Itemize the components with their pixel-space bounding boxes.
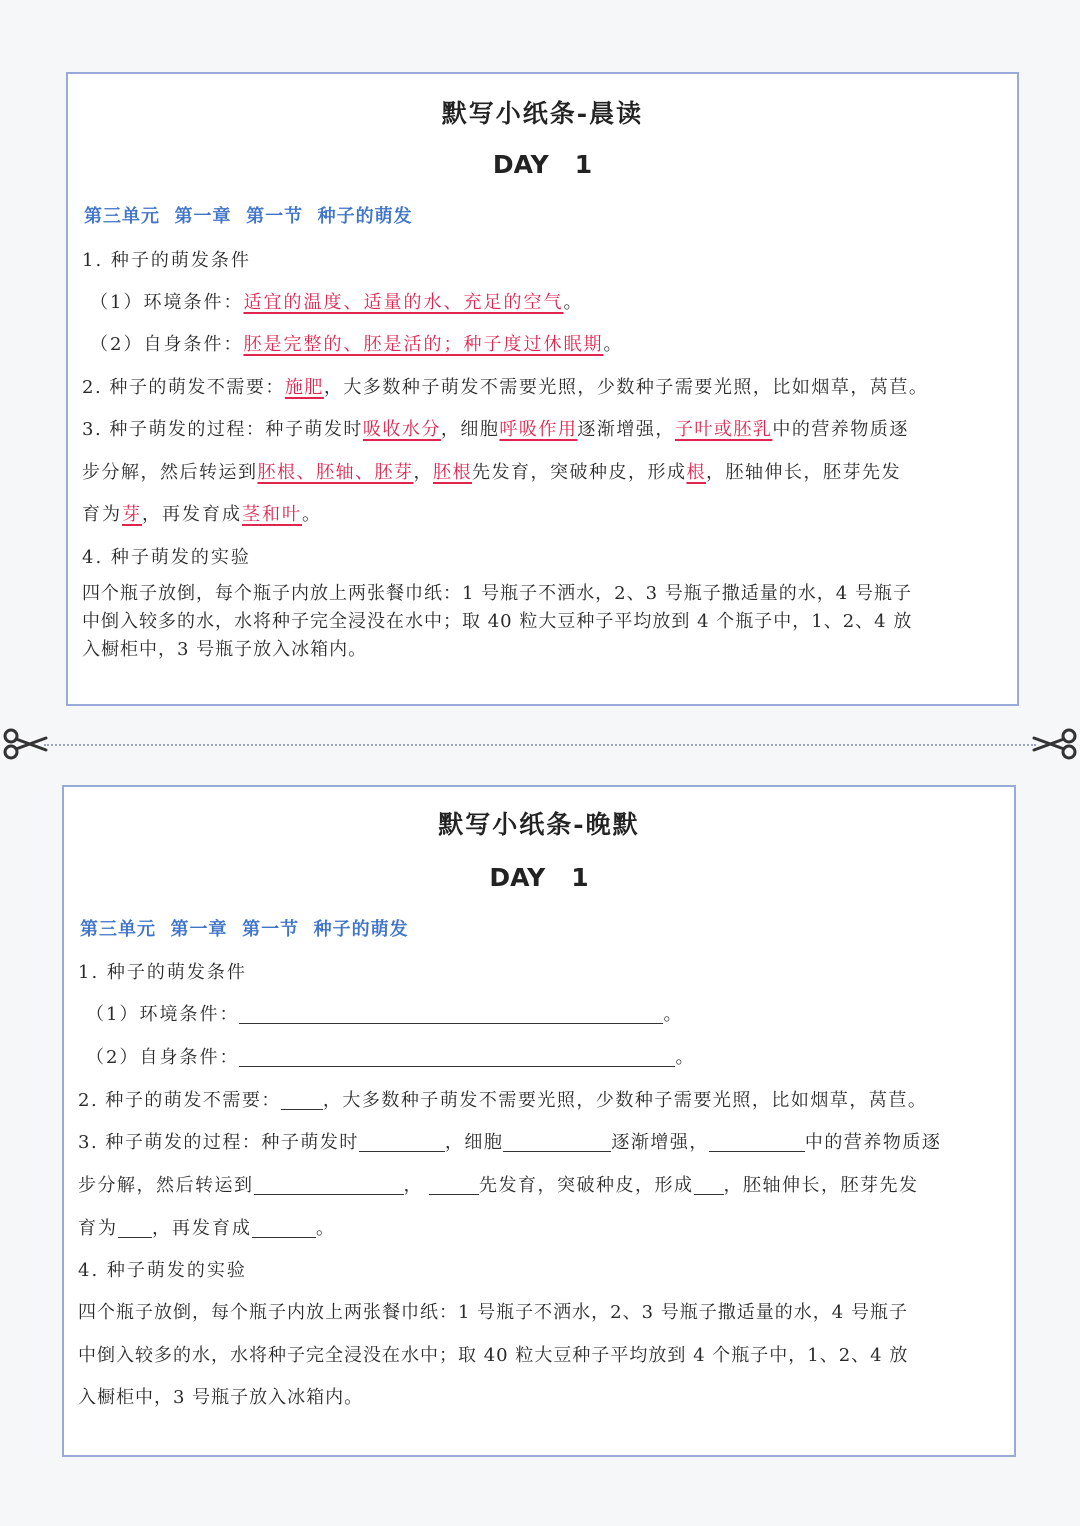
morning-q3-line2	[82, 458, 901, 484]
q3-text: 育为	[78, 1218, 118, 1239]
morning-q3-line1	[82, 415, 909, 441]
q2-answer: 施肥	[284, 377, 324, 398]
q1a-blank[interactable]	[239, 1022, 663, 1024]
q2-rest: ，大多数种子萌发不需要光照，少数种子需要光照，比如烟草，莴苣。	[322, 1090, 928, 1111]
q1a-answer: 适宜的温度、适量的水、充足的空气	[243, 292, 564, 313]
morning-q4-line1: 四个瓶子放倒，每个瓶子内放上两张餐巾纸：1 号瓶子不洒水，2、3 号瓶子撒适量的水，4 号瓶子	[82, 583, 912, 604]
evening-q3-line2	[78, 1171, 919, 1197]
q1a-end: 。	[563, 292, 584, 313]
evening-q4-line2: 中倒入较多的水，水将种子完全浸没在水中；取 40 粒大豆种子平均放到 4 个瓶子中，1、2、4 放	[78, 1345, 909, 1366]
morning-day	[68, 150, 1017, 179]
q3-text: 3. 种子萌发的过程：种子萌发时	[82, 419, 363, 440]
evening-chapter: 第三单元 第一章 第一节 种子的萌发	[80, 919, 409, 940]
evening-day-number: 1	[571, 863, 589, 892]
evening-day	[64, 863, 1014, 892]
evening-q2	[78, 1086, 927, 1112]
evening-card	[62, 785, 1016, 1457]
q3-text: 。	[302, 504, 322, 525]
q1b-prefix: （2）自身条件：	[86, 1047, 240, 1068]
evening-q4-line1: 四个瓶子放倒，每个瓶子内放上两张餐巾纸：1 号瓶子不洒水，2、3 号瓶子撒适量的水，4 号瓶子	[78, 1302, 908, 1323]
q3-blank-3[interactable]	[709, 1150, 805, 1152]
q3-text: ，	[403, 1175, 423, 1196]
q3-answer-2: 呼吸作用	[499, 419, 578, 440]
q3-text: 育为	[82, 504, 122, 525]
evening-title: 默写小纸条-晚默	[438, 810, 640, 839]
q3-text: 中的营养物质逐	[804, 1132, 942, 1153]
q3-text: ，再发育成	[142, 504, 242, 525]
q3-text: ，再发育成	[152, 1218, 252, 1239]
evening-q3-line3	[78, 1214, 336, 1240]
q1b-end: 。	[675, 1047, 696, 1068]
q1a-prefix: （1）环境条件：	[86, 1004, 240, 1025]
q3-text: 步分解，然后转运到	[78, 1175, 254, 1196]
q3-text: 先发育，突破种皮，形成	[472, 462, 687, 483]
q3-blank-6[interactable]	[694, 1193, 724, 1195]
morning-q4-heading: 4. 种子萌发的实验	[82, 547, 251, 568]
q3-text: 逐渐增强，	[611, 1132, 709, 1153]
scissors-right-icon	[1030, 726, 1078, 762]
q3-text: ，胚轴伸长，胚芽先发	[723, 1175, 919, 1196]
q3-text: 中的营养物质逐	[772, 419, 909, 440]
q3-blank-1[interactable]	[359, 1150, 445, 1152]
q2-prefix: 2. 种子的萌发不需要：	[82, 377, 285, 398]
morning-title: 默写小纸条-晨读	[441, 99, 644, 128]
q3-answer-7: 芽	[122, 504, 142, 525]
q2-prefix: 2. 种子的萌发不需要：	[78, 1090, 281, 1111]
q3-text: ，细胞	[440, 419, 500, 440]
q3-text: ，	[413, 462, 433, 483]
q3-blank-2[interactable]	[503, 1150, 611, 1152]
morning-q4-line3: 入橱柜中，3 号瓶子放入冰箱内。	[82, 639, 368, 660]
q3-blank-4[interactable]	[254, 1193, 404, 1195]
q3-answer-3: 子叶或胚乳	[674, 419, 773, 440]
morning-day-number: 1	[574, 150, 593, 179]
q3-answer-5: 胚根	[433, 462, 472, 483]
q1a-end: 。	[663, 1004, 684, 1025]
morning-q1-heading: 1. 种子的萌发条件	[82, 250, 251, 271]
q1b-prefix: （2）自身条件：	[90, 334, 244, 355]
morning-card	[66, 72, 1019, 706]
q1a-prefix: （1）环境条件：	[90, 292, 244, 313]
evening-q1-heading: 1. 种子的萌发条件	[78, 962, 247, 983]
morning-day-label: DAY	[492, 150, 549, 179]
q2-blank[interactable]	[281, 1108, 323, 1110]
morning-q4-line2: 中倒入较多的水，水将种子完全浸没在水中；取 40 粒大豆种子平均放到 4 个瓶子中，1、2、4 放	[82, 611, 913, 632]
q1b-end: 。	[603, 334, 624, 355]
q3-blank-7[interactable]	[118, 1236, 152, 1238]
morning-q3-line3	[82, 500, 322, 526]
q1b-blank[interactable]	[239, 1065, 675, 1067]
morning-q2	[82, 373, 928, 399]
scissors-left-icon	[2, 726, 50, 762]
evening-q4-heading: 4. 种子萌发的实验	[78, 1260, 247, 1281]
evening-q4-line3: 入橱柜中，3 号瓶子放入冰箱内。	[78, 1387, 364, 1408]
q3-text: ，胚轴伸长，胚芽先发	[706, 462, 901, 483]
q3-blank-8[interactable]	[252, 1236, 316, 1238]
q2-rest: ，大多数种子萌发不需要光照，少数种子需要光照，比如烟草，莴苣。	[323, 377, 929, 398]
q3-text: ，细胞	[444, 1132, 504, 1153]
evening-q1b	[86, 1043, 695, 1069]
evening-day-label: DAY	[489, 863, 546, 892]
q1b-answer: 胚是完整的、胚是活的；种子度过休眠期	[243, 334, 604, 355]
q3-answer-1: 吸收水分	[362, 419, 441, 440]
evening-q3-line1	[78, 1128, 941, 1154]
cut-line	[44, 744, 1036, 746]
q3-text: 先发育，突破种皮，形成	[479, 1175, 694, 1196]
q3-text: 。	[316, 1218, 336, 1239]
morning-q1a	[90, 288, 583, 314]
evening-q1a	[86, 1000, 683, 1026]
q3-answer-4: 胚根、胚轴、胚芽	[257, 462, 414, 483]
morning-q1b	[90, 330, 623, 356]
q3-blank-5[interactable]	[429, 1193, 479, 1195]
q3-text: 步分解，然后转运到	[82, 462, 258, 483]
q3-text: 逐渐增强，	[577, 419, 675, 440]
morning-chapter: 第三单元 第一章 第一节 种子的萌发	[84, 206, 413, 227]
q3-text: 3. 种子萌发的过程：种子萌发时	[78, 1132, 359, 1153]
q3-answer-6: 根	[686, 462, 706, 483]
q3-answer-8: 茎和叶	[242, 504, 302, 525]
